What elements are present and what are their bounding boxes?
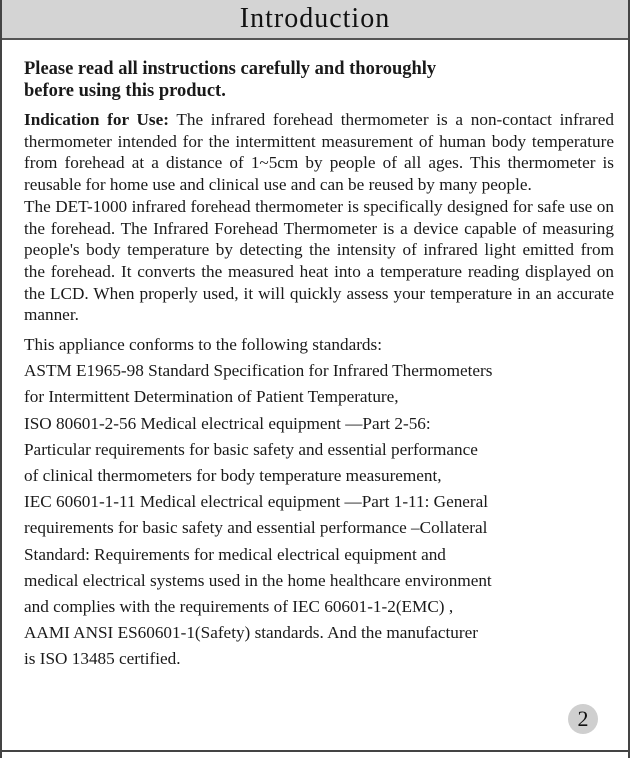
description-paragraph: The DET-1000 infrared forehead thermometer is specifically designed for safe use on the forehead. The Infrared Forehead Thermometer is a device capable of measuring people's body temperature by detecting the intensity of infrared light emitted from the forehead. It converts the measured heat into a temperature reading displayed on the LCD. When properly used, it will quickly assess your temperature in an accurate manner. (24, 196, 614, 325)
standards-line: medical electrical systems used in the home healthcare environment (24, 570, 492, 590)
standards-line: ASTM E1965-98 Standard Specification for Infrared Thermometers (24, 361, 493, 381)
instruction-notice (24, 58, 614, 102)
intro-section (24, 109, 614, 326)
standards-line: of clinical thermometers for body temperature measurement, (24, 466, 442, 486)
standards-line: requirements for basic safety and essential performance –Collateral (24, 518, 488, 538)
standards-line: and complies with the requirements of IEC 60601-1-2(EMC) , (24, 597, 454, 617)
standards-line: AAMI ANSI ES60601-1(Safety) standards. And the manufacturer (24, 623, 478, 643)
standards-section (24, 332, 614, 673)
footer-divider (0, 750, 630, 752)
instruction-notice-line2: before using this product. (24, 81, 226, 101)
standards-line: ISO 80601-2-56 Medical electrical equipment —Part 2-56: (24, 413, 431, 433)
standards-line: Particular requirements for basic safety and essential performance (24, 439, 478, 459)
standards-line: IEC 60601-1-11 Medical electrical equipment —Part 1-11: General (24, 492, 489, 512)
standards-line: for Intermittent Determination of Patient Temperature, (24, 387, 399, 407)
standards-line: Standard: Requirements for medical electrical equipment and (24, 544, 446, 564)
instruction-notice-line1: Please read all instructions carefully and thoroughly (24, 59, 437, 79)
standards-line: This appliance conforms to the following standards: (24, 335, 382, 355)
indication-text: The infrared forehead thermometer is a non-contact infrared thermometer intended for the intermittent measurement of human body temperature from forehead at a distance of 1~5cm by people of all ages. This thermometer is reusable for home use and clinical use and can be reused by many people. (24, 110, 614, 195)
page-content (24, 58, 614, 673)
indication-paragraph (24, 109, 614, 196)
indication-label: Indication for Use: (24, 110, 169, 129)
page-header (2, 0, 628, 40)
standards-line: is ISO 13485 certified. (24, 649, 181, 669)
page-title: Introduction (239, 3, 391, 34)
page-number-badge: 2 (568, 704, 598, 734)
